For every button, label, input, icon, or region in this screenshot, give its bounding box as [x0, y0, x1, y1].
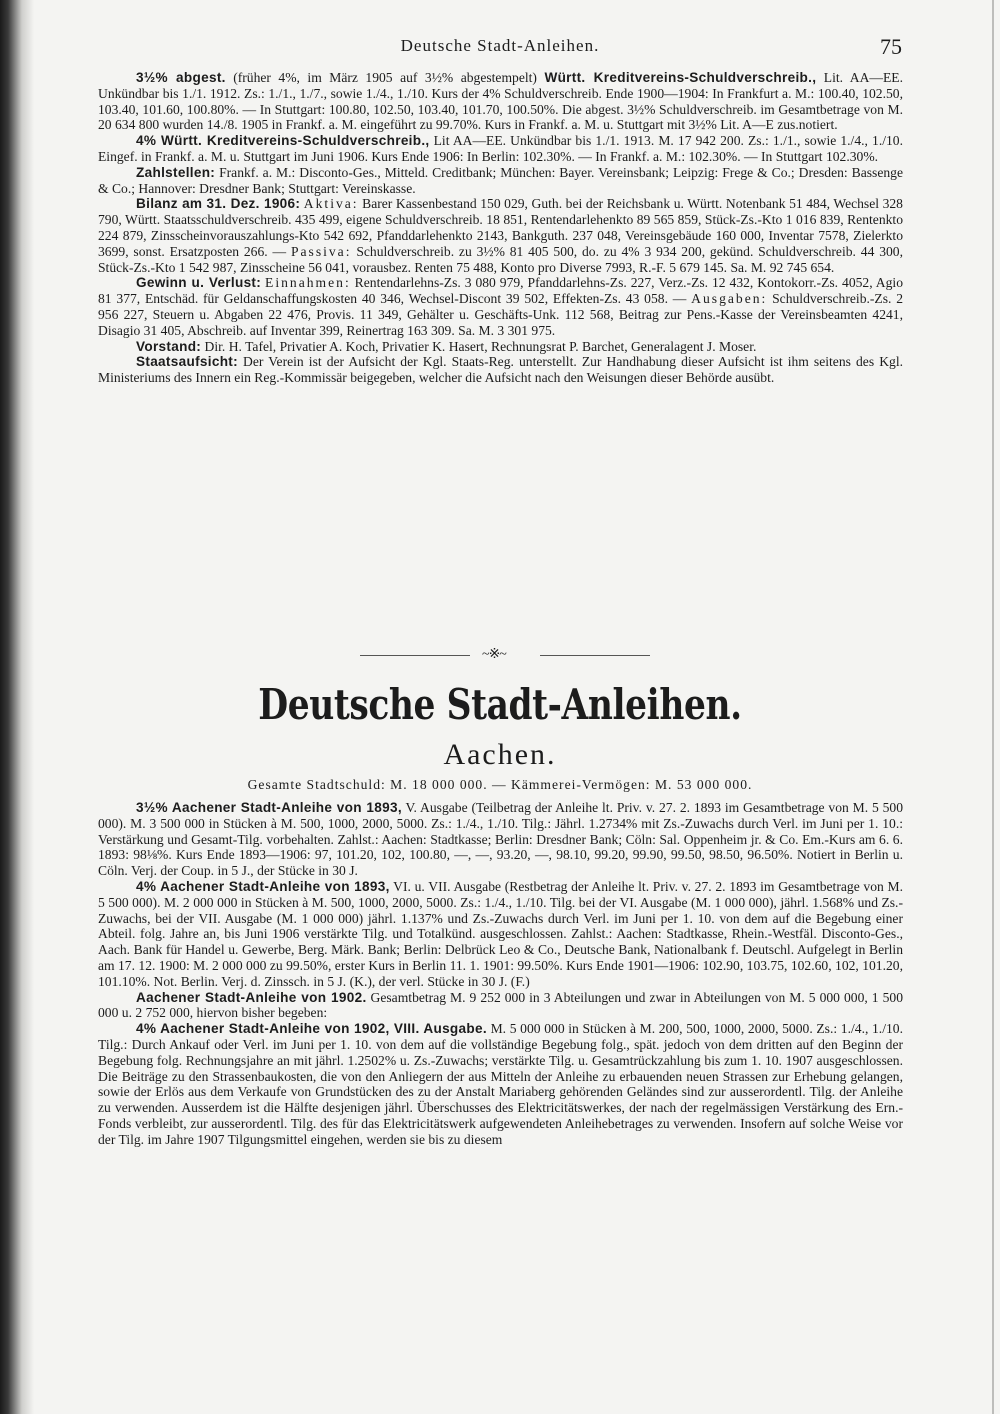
paragraph-text: Gesamtbetrag M. 9 252 000 in 3 Abteilungen und zwar in Abteilungen von M. 5 000 000, 1 500 000 u. 2 752 000, hiervon bisher begeben:	[98, 989, 903, 1021]
divider-line	[360, 655, 470, 656]
entry-heading: 4% Aachener Stadt-Anleihe von 1902, VIII. Ausgabe.	[136, 1021, 487, 1037]
paragraph-text: Rentendarlehns-Zs. 3 080 979, Pfanddarlehns-Zs. 227, Verz.-Zs. 12 432, Kontokorr.-Zs. 4052, Agio 81 377, Entschäd. für Geldanschaffungskosten 40 346, Wechsel-Discont 39 502, Effekten-Zs. 43 058. —	[98, 275, 903, 307]
city-summary: Gesamte Stadtschuld: M. 18 000 000. — Kämmerei-Vermögen: M. 53 000 000.	[247, 777, 753, 792]
paragraph-anleihe-1893-v	[98, 800, 903, 879]
paragraph-text: Lit AA—EE. Unkündbar bis 1./1. 1913. M. 17 942 200. Zs.: 1./1., sowie 1./4., 1./10. Eingef. in Frankf. a. M. u. Stuttgart im Juni 1906. Kurs Ende 1906: In Berlin: 102.30%. — In Frankf. a. M.: 102.30%. — In Stuttgart 102.30%.	[98, 133, 903, 164]
paragraph-text: (früher 4%, im März 1905 auf 3½% abgestempelt)	[225, 70, 545, 85]
entry-heading: Bilanz am 31. Dez. 1906:	[136, 196, 301, 212]
upper-text-block	[98, 70, 903, 386]
section-title: Deutsche Stadt-Anleihen.	[258, 680, 742, 729]
paragraph-staatsaufsicht	[98, 354, 903, 386]
entry-heading: Vorstand:	[136, 338, 202, 354]
page-number: 75	[880, 34, 902, 59]
paragraph-text: V. Ausgabe (Teilbetrag der Anleihe lt. Priv. v. 27. 2. 1893 im Gesamtbetrage von M. 5 500 000). M. 3 500 000 in Stücken à M. 500, 1000, 2000, 5000. Zs.: 1./4., 1./10. Tilg.: Jährl. 1.2734% mit Zs.-Zuwachs durch Verl. im Juni per 1. 10.: Verstärkung und Gesamt-Tilg. vorbehalten. Zahlst.: Aachen: Stadtkasse; Berlin: Dresdner Bank; Cöln: Sal. Oppenheim jr. & Co. Em.-Kurs am 6. 6. 1893: 98⅛%. Kurs Ende 1893—1906: 97, 101.20, 102, 100.80, —, —, 93.20, —, 98.10, 99.20, 99.90, 99.50, 98.50, 96.50%. Notiert in Berlin u. Cöln. Verj. der Coup. in 5 J., der Stücke in 30 J.	[98, 800, 903, 879]
spaced-label: Ausgaben:	[691, 291, 768, 307]
divider-line	[540, 655, 650, 656]
paragraph-text: Lit. AA—EE. Unkündbar bis 1./1. 1912. Zs.: 1./1., 1./7., sowie 1./4., 1./10. Kurs der 4% Schuldverschreib. Ende 1900—1904: In Frankfurt a. M.: 100.40, 102.50, 103.40, 101.60, 100.80%. — In Stuttgart: 100.80, 102.50, 103.40, 101.70, 100.50%. Die abgest. 3½% Schuldverschreib. im Gesamtbetrage von M. 20 634 800 wurden 14./8. 1905 in Frankf. a. M. eingeführt zu 99.70%. Kurs in Frankf. a. M. u. Stuttgart mit 3½% Lit. A—E zus.notiert.	[98, 70, 903, 133]
spaced-label: Aktiva:	[303, 196, 359, 212]
divider-ornament: ~※~	[482, 647, 506, 662]
spaced-label: Einnahmen:	[265, 275, 351, 291]
entry-heading: Württ. Kreditvereins-Schuldverschreib.,	[544, 70, 817, 85]
paragraph-text: M. 5 000 000 in Stücken à M. 200, 500, 1000, 2000, 5000. Zs.: 1./4., 1./10. Tilg.: Durch Ankauf oder Verl. im Juni per 1. 10. von dem auf die vollständige Begebung folg., spät. jedoch von dem dritten auf den Beginn der Begebung folg. Rechnungsjahre an mit jährl. 1.2502% u. Zs.-Zuwachs; verstärkte Tilg. u. Gesamtrückzahlung bis zum 1. 10. 1907 ausgeschlossen. Die Beiträge zu den Strassenbaukosten, die von den Anliegern der aus Mitteln der Anleihe zu erbauenden neuen Strassen zur Erhebung gelangen, sowie der Erlös aus dem Verkaufe von Grundstücken des zu der Anstalt Mariaberg gehörenden Geländes sind zur ausserordentl. Tilg. der Anleihe zu verwenden. Ausserdem ist die Hälfte desjenigen jährl. Überschusses des Elektricitätswerkes, der nach der regelmässigen Verstärkung des Ern.-Fonds verbleibt, zur ausserordentl. Tilg. des für das Elektricitätswerk aufgewendeten Anleihebetrages zu verwenden. Insofern auf solche Weise vor der Tilg. im Jahre 1907 Tilgungsmittel eingehen, werden sie bis zu diesem	[98, 1021, 903, 1147]
entry-heading: 4% Württ. Kreditvereins-Schuldverschreib.,	[136, 133, 430, 149]
paragraph-text: Dir. H. Tafel, Privatier A. Koch, Privatier K. Hasert, Rechnungsrat P. Barchet, Generalagent J. Moser.	[201, 338, 757, 354]
city-heading: Aachen.	[443, 738, 557, 771]
paragraph-text: Barer Kassenbestand 150 029, Guth. bei der Reichsbank u. Württ. Notenbank 51 484, Wechsel 328 790, Württ. Staatsschuldverschreib. 435 499, eigene Schuldverschreib. 18 851, Rentendarlehenkto 89 565 859, Stück-Zs.-Kto 1 016 839, Rentenkto 224 879, Zinsscheinvorauszahlungs-Kto 542 692, Pfanddarlehenkto 2143, Bankguth. 237 048, Vereinsgebäude 160 000, Inventar 7578, Zielerkto 3699, sonst. Ersatzposten 266. —	[98, 196, 903, 259]
paragraph-anleihe-1902-viii	[98, 1021, 903, 1147]
lower-text-block	[98, 800, 903, 1148]
paragraph-bilanz	[98, 196, 903, 275]
entry-heading: Zahlstellen:	[136, 164, 216, 180]
paragraph-anleihe-1893-vi-vii	[98, 879, 903, 990]
paragraph-vorstand	[98, 339, 903, 355]
paragraph-4pct	[98, 133, 903, 165]
running-head: Deutsche Stadt-Anleihen.	[400, 36, 600, 55]
page-edge	[992, 0, 994, 1414]
paragraph-anleihe-1902	[98, 990, 903, 1022]
paragraph-text: Der Verein ist der Aufsicht der Kgl. Staats-Reg. unterstellt. Zur Handhabung dieser Aufsicht ist ihm seitens des Kgl. Ministeriums des Innern ein Reg.-Kommissär beigegeben, welcher die Aufsicht nach den Weisungen dieser Behörde ausübt.	[98, 354, 903, 386]
entry-heading: Gewinn u. Verlust:	[136, 275, 262, 291]
paragraph-text: VI. u. VII. Ausgabe (Restbetrag der Anleihe lt. Priv. v. 27. 2. 1893 im Gesamtbetrage von M. 5 500 000). M. 2 000 000 in Stücken à M. 500, 1000, 2000, 5000. Zs.: 1./4., 1./10. Tilg. bei der VI. Ausgabe (M. 1 000 000), jährl. 1.568% und Zs.-Zuwachs, bei der VII. Ausgabe (M. 1 000 000) jährl. 1.137% und Zs.-Zuwachs durch Verl. im Juni per 1. 10. von dem auf die Begebung einer Abteil. folg. Jahre an, bis Juni 1906 verstärkte Tilg. und Totalkünd. ausgeschlossen. Zahlst.: Aachen: Stadtkasse, Rhein.-Westfäl. Disconto-Ges., Aach. Bank für Handel u. Gewerbe, Berg. Märk. Bank; Berlin: Delbrück Leo & Co., Deutsche Bank, Nationalbank f. Deutschl. Aufgelegt in Berlin am 17. 12. 1900: M. 2 000 000 zu 99.50%, erster Kurs in Berlin 11. 1. 1901: 99.50%. Kurs Ende 1901—1906: 102.90, 103.75, 102.60, 102, 101.20, 101.10%. Not. Berlin. Verj. d. Zinssch. in 5 J. (K.), der verl. Stücke in 30 J. (F.)	[98, 878, 904, 989]
paragraph-text: Schuldverschreib. zu 3½% 81 405 500, do. zu 4% 3 934 200, gekünd. Schuldverschreib. 44 300, Stück-Zs.-Kto 1 542 987, Zinsscheine 56 041, vorausbez. Renten 75 488, Konto pro Diverse 7993, R.-F. 5 679 145. Sa. M. 92 745 654.	[98, 243, 903, 275]
section-divider	[360, 647, 650, 662]
entry-heading: 3½% Aachener Stadt-Anleihe von 1893,	[136, 800, 402, 815]
spaced-label: Passiva:	[290, 243, 352, 259]
paragraph-gewinn-verlust	[98, 275, 903, 338]
paragraph-abgestempelt	[98, 70, 903, 133]
entry-heading: 4% Aachener Stadt-Anleihe von 1893,	[136, 878, 390, 894]
paragraph-text: Schuldverschreib.-Zs. 2 956 227, Steuern u. Abgaben 22 476, Provis. 11 349, Gehälter u. Geschäfts-Unk. 112 568, Beitrag zur Pens.-Kasse der Vereinsbeamten 4241, Disagio 31 405, Abschreib. auf Inventar 399, Reinertrag 163 309. Sa. M. 3 301 975.	[98, 291, 904, 338]
paragraph-zahlstellen	[98, 165, 903, 197]
entry-heading: Aachener Stadt-Anleihe von 1902.	[136, 989, 367, 1005]
entry-heading: Staatsaufsicht:	[136, 354, 238, 370]
entry-heading: 3½% abgest.	[136, 70, 226, 85]
paragraph-text: Frankf. a. M.: Disconto-Ges., Mitteld. Creditbank; München: Bayer. Vereinsbank; Leipzig: Frege & Co.; Dresden: Bassenge & Co.; Hannover: Dresdner Bank; Stuttgart: Vereinskasse.	[98, 164, 903, 196]
